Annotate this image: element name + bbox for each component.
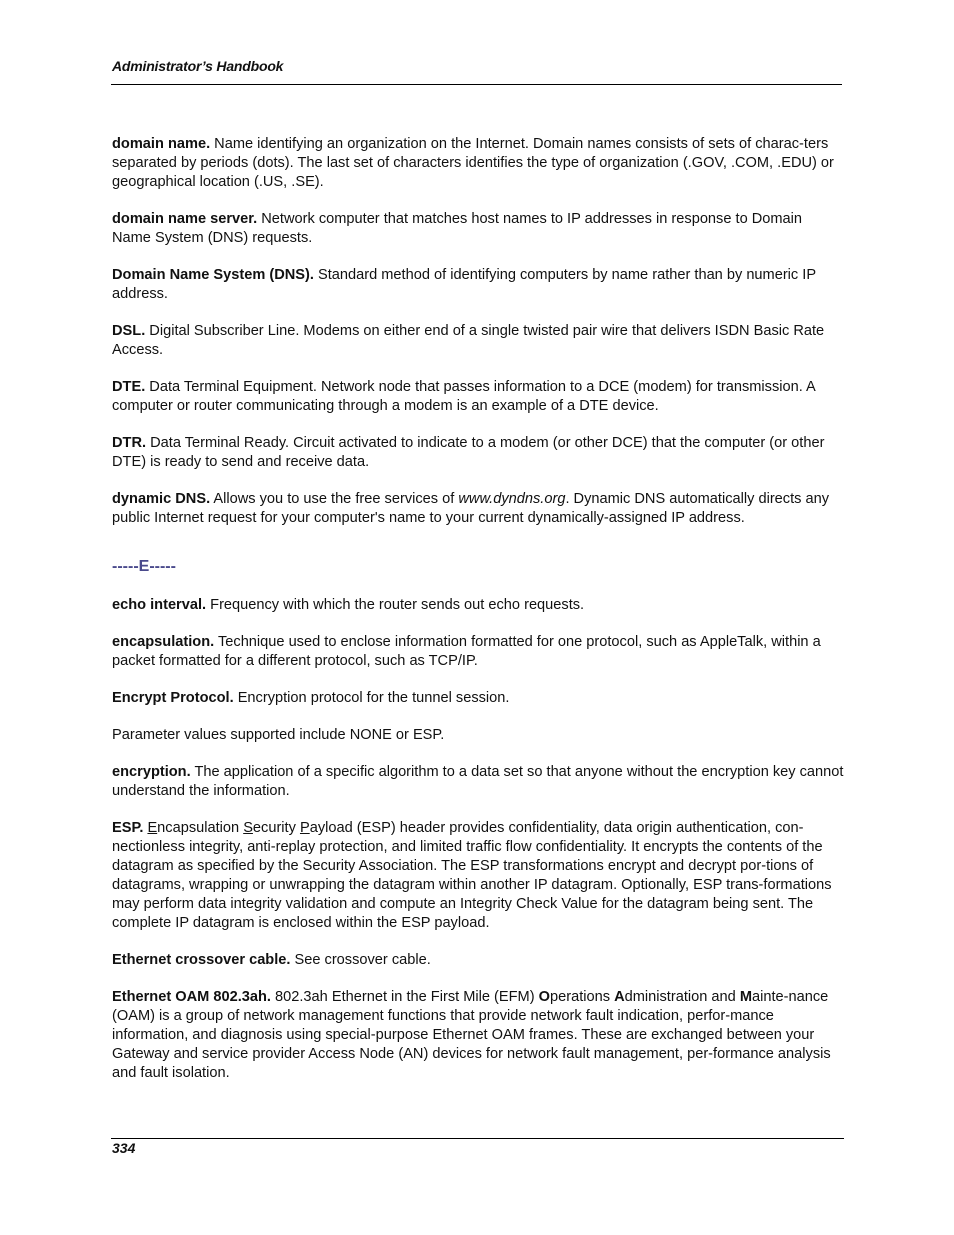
acronym-letter: O: [538, 989, 550, 1005]
glossary-term: domain name.: [112, 136, 211, 152]
glossary-definition: ecurity: [252, 820, 300, 836]
glossary-entry-encryption: [112, 763, 844, 801]
glossary-definition: Frequency with which the router sends out echo requests.: [206, 597, 585, 613]
header-divider: [111, 84, 842, 85]
glossary-definition: perations: [549, 989, 615, 1005]
glossary-entry-ethernet-oam: [112, 988, 844, 1083]
glossary-term: ESP.: [112, 820, 144, 836]
glossary-term: DTR.: [112, 435, 147, 451]
glossary-definition: . Dynamic DNS automatically directs any public Internet request for your computer's name to your current dynamically-assigned IP address.: [112, 491, 830, 526]
glossary-entry-echo-interval: [112, 596, 844, 615]
glossary-definition: The application of a specific algorithm to a data set so that anyone without the encryption key cannot understand the information.: [112, 764, 844, 799]
acronym-letter: A: [614, 989, 625, 1005]
glossary-body: [112, 135, 844, 1101]
glossary-term: domain name server.: [112, 211, 258, 227]
glossary-entry-dte: [112, 378, 844, 416]
glossary-definition: See crossover cable.: [290, 952, 431, 968]
glossary-definition: Technique used to enclose information formatted for one protocol, such as AppleTalk, within a packet formatted for a different protocol, such as TCP/IP.: [112, 634, 821, 669]
glossary-definition: Name identifying an organization on the Internet. Domain names consists of sets of charac-ters separated by periods (dots). The last set of characters identifies the type of organization (.GOV, .COM, .EDU) or geographical location (.US, .SE).: [112, 136, 834, 190]
glossary-term: DSL.: [112, 323, 146, 339]
glossary-entry-dsl: [112, 322, 844, 360]
glossary-term: echo interval.: [112, 597, 207, 613]
glossary-definition: Digital Subscriber Line. Modems on either end of a single twisted pair wire that delivers ISDN Basic Rate Access.: [112, 323, 825, 358]
glossary-entry-dns: [112, 266, 844, 304]
acronym-letter: E: [147, 820, 158, 836]
glossary-term: Domain Name System (DNS).: [112, 267, 314, 283]
glossary-term: encapsulation.: [112, 634, 215, 650]
glossary-entry-domain-name: [112, 135, 844, 192]
footer-divider: [111, 1138, 844, 1139]
acronym-letter: P: [299, 820, 310, 836]
glossary-definition: Standard method of identifying computers by name rather than by numeric IP address.: [112, 267, 816, 302]
acronym-letter: S: [243, 820, 253, 836]
glossary-entry-dynamic-dns: [112, 490, 844, 528]
glossary-definition: Encryption protocol for the tunnel session.: [233, 690, 510, 706]
glossary-entry-encrypt-protocol: [112, 689, 844, 708]
section-heading-e: -----E-----: [112, 558, 176, 575]
running-header-title: Administrator’s Handbook: [112, 58, 284, 74]
glossary-entry-domain-name-server: [112, 210, 844, 248]
glossary-entry-ethernet-crossover-cable: [112, 951, 844, 970]
glossary-term: Ethernet OAM 802.3ah.: [112, 989, 271, 1005]
glossary-entry-dtr: [112, 434, 844, 472]
page-number: 334: [112, 1140, 136, 1156]
glossary-entry-esp: [112, 819, 844, 933]
glossary-definition: ainte-nance (OAM) is a group of network management functions that provide network fault indication, perfor-mance information, and diagnosis using special-purpose Ethernet OAM frames. These are exchanged between your Gateway and service provider Access Node (AN) devices for network fault management, per-formance analysis and fault isolation.: [112, 989, 831, 1081]
glossary-term: encryption.: [112, 764, 191, 780]
glossary-definition: Data Terminal Equipment. Network node that passes information to a DCE (modem) for transmission. A computer or router communicating through a modem is an example of a DTE device.: [112, 379, 815, 414]
glossary-term: Encrypt Protocol.: [112, 690, 234, 706]
glossary-definition: 802.3ah Ethernet in the First Mile (EFM): [270, 989, 539, 1005]
glossary-entry-encapsulation: [112, 633, 844, 671]
dyndns-reference: www.dyndns.org: [458, 491, 566, 507]
glossary-term: Ethernet crossover cable.: [112, 952, 291, 968]
glossary-term: dynamic DNS.: [112, 491, 211, 507]
glossary-term: DTE.: [112, 379, 146, 395]
glossary-definition: Data Terminal Ready. Circuit activated to indicate to a modem (or other DCE) that the computer (or other DTE) is ready to send and receive data.: [112, 435, 825, 470]
glossary-definition: Network computer that matches host names to IP addresses in response to Domain Name System (DNS) requests.: [112, 211, 803, 246]
glossary-definition: dministration and: [624, 989, 740, 1005]
glossary-definition: Allows you to use the free services of: [210, 491, 459, 507]
acronym-letter: M: [739, 989, 752, 1005]
encrypt-protocol-parameters: Parameter values supported include NONE or ESP.: [112, 727, 445, 743]
glossary-definition: ayload (ESP) header provides confidentiality, data origin authentication, con-nectionless integrity, anti-replay protection, and limited traffic flow confidentiality. It encrypts the contents of the datagram as specified by the Security Association. The ESP transformations encrypt and decrypt por-tions of datagrams, wrapping or unwrapping the datagram within another IP datagram. Optionally, ESP trans-formations may perform data integrity validation and compute an Integrity Check Value for the datagram being sent. The complete IP datagram is enclosed within the ESP payload.: [112, 820, 832, 931]
glossary-definition: ncapsulation: [157, 820, 244, 836]
